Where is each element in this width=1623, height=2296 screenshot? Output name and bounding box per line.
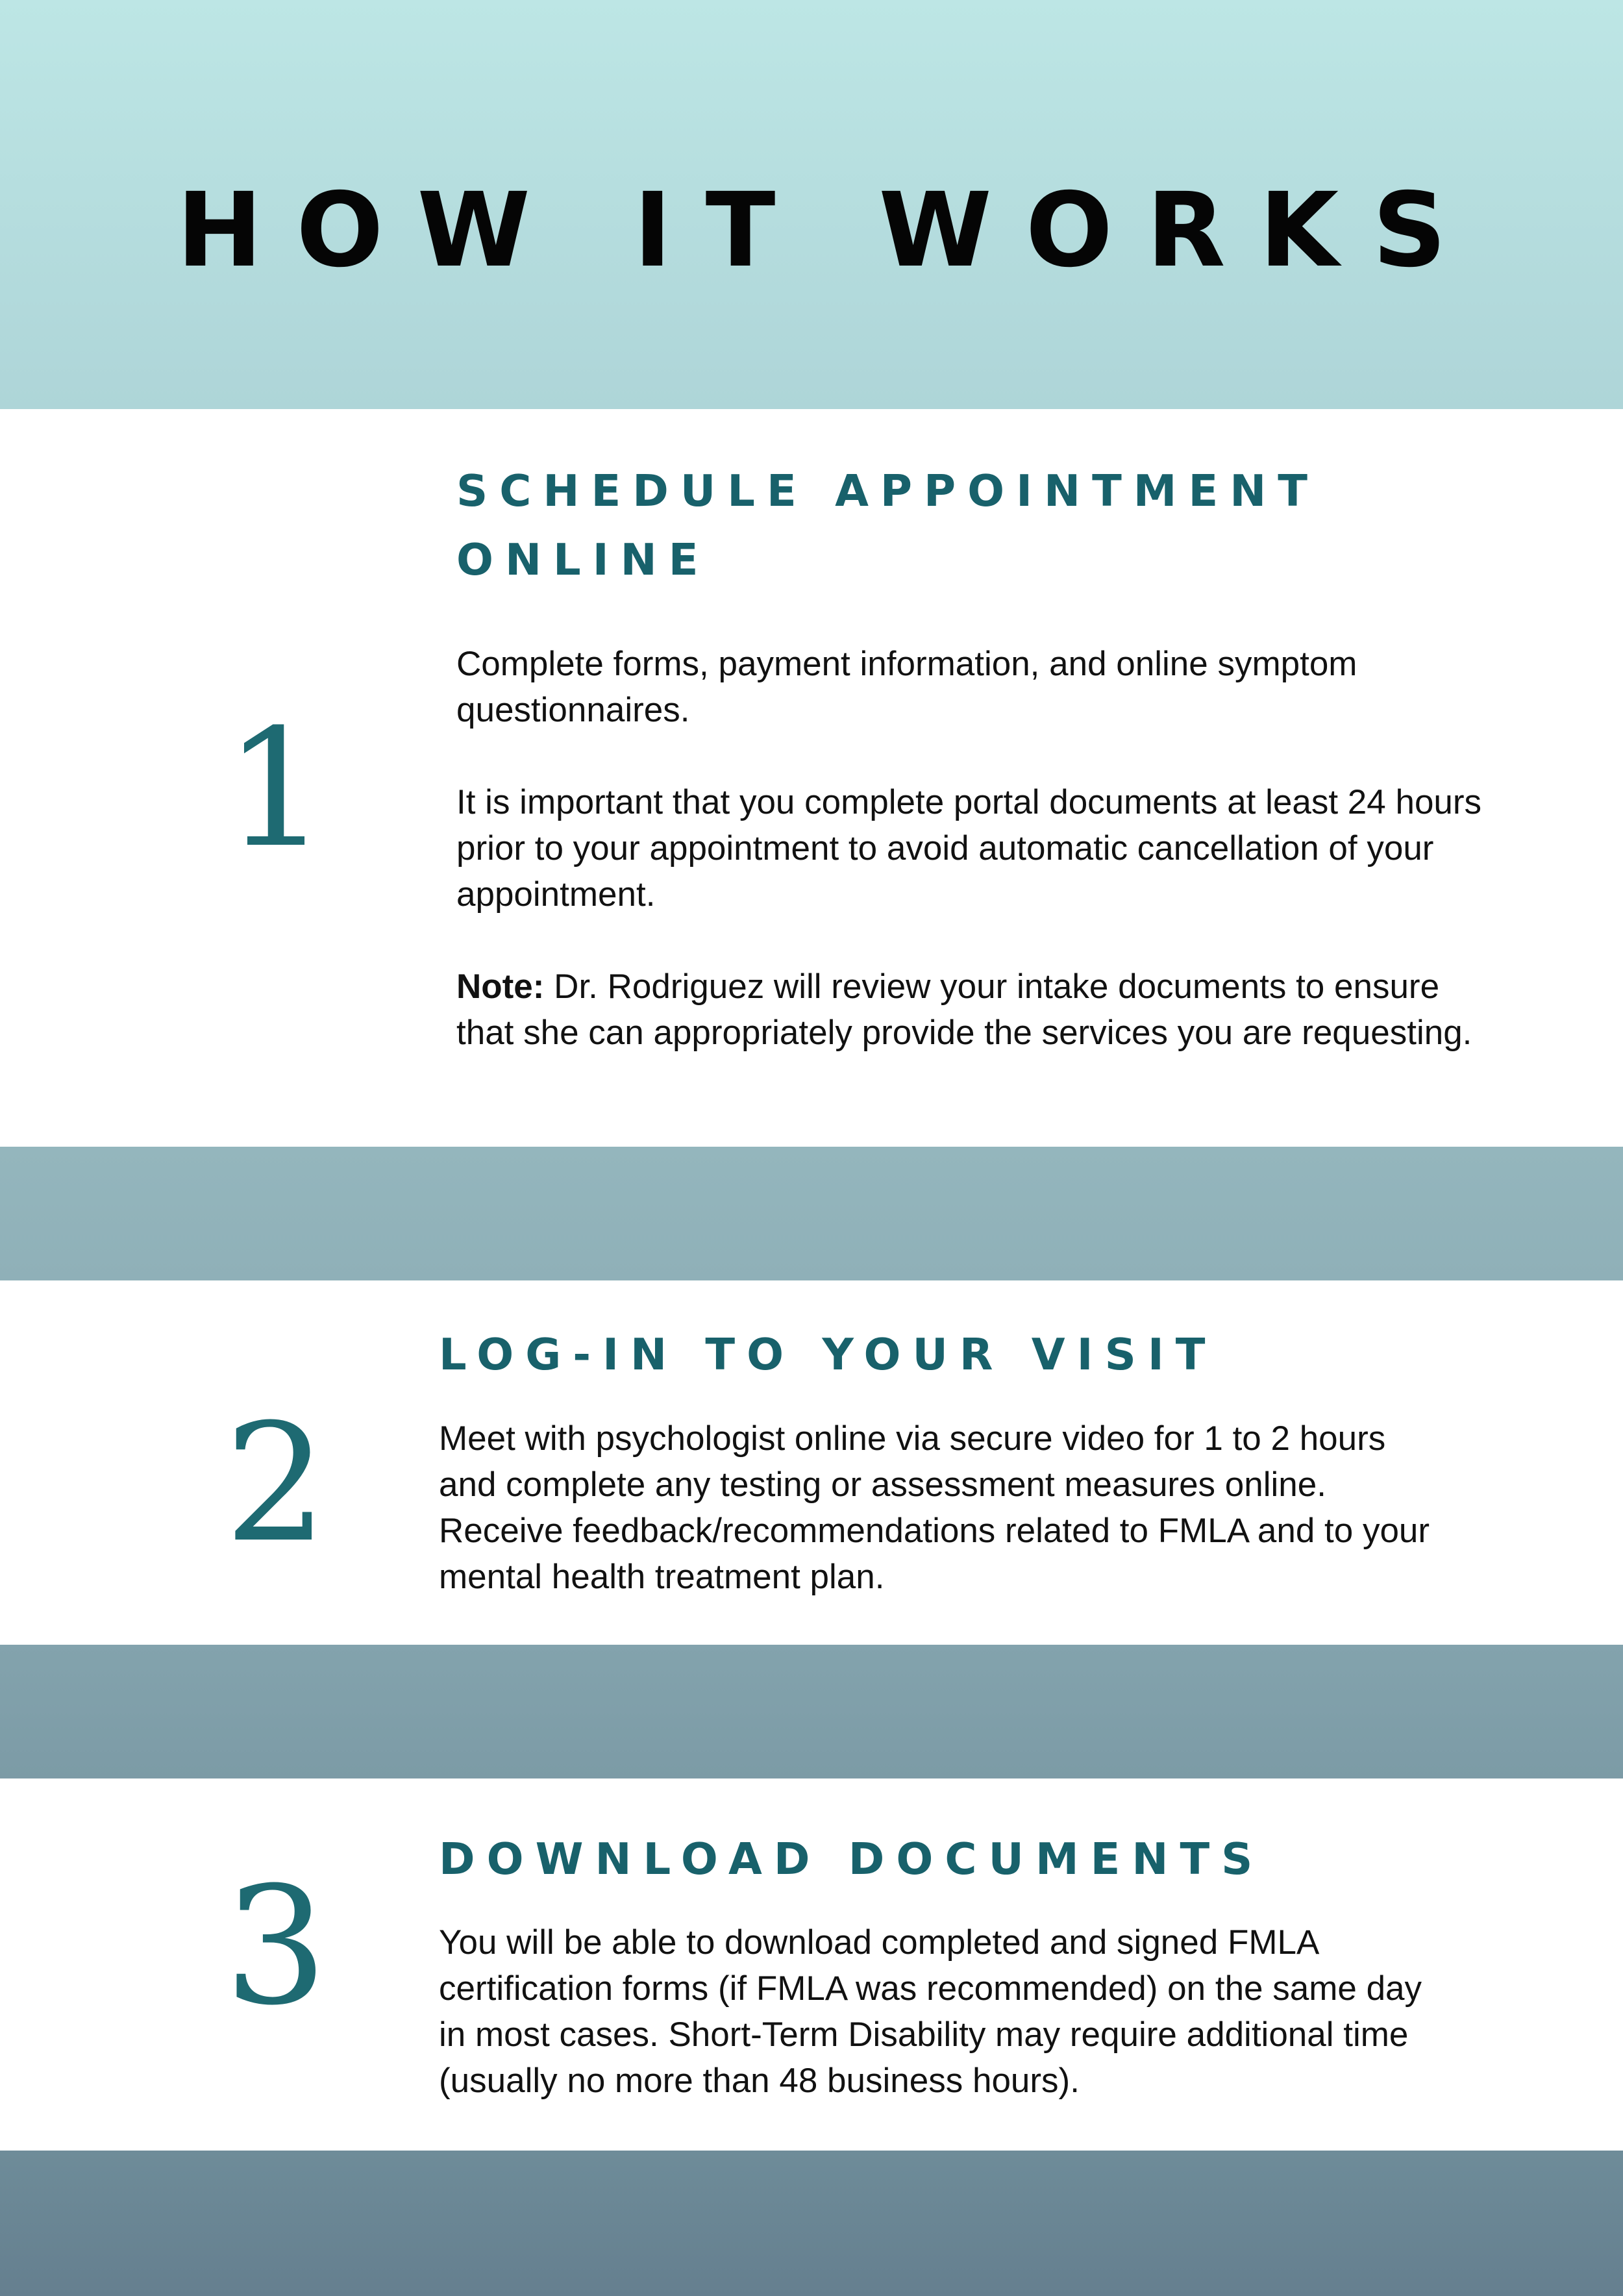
step-paragraph: Complete forms, payment information, and online symptom questionnaires. — [456, 645, 1357, 729]
step-paragraph: It is important that you complete portal documents at least 24 hours prior to your appointment to avoid automatic cancellation of your appointment. — [456, 783, 1482, 914]
divider-band — [0, 1147, 1623, 1280]
note-label: Note: — [456, 967, 545, 1006]
step-paragraph: Meet with psychologist online via secure video for 1 to 2 hours and complete any testing or assessment measures online. Receive feedback/recommendations related to FMLA and to your mental health treatment plan. — [439, 1419, 1430, 1596]
step-heading — [456, 456, 1319, 594]
step-body — [439, 1919, 1452, 2104]
step-heading: LOG-IN TO YOUR VISIT — [439, 1329, 1217, 1380]
step-number: 3 — [224, 1852, 328, 2041]
note-text: Dr. Rodriguez will review your intake documents to ensure that she can appropriately provide the services you are requesting. — [456, 967, 1472, 1052]
step-heading-line: SCHEDULE APPOINTMENT — [456, 466, 1320, 516]
step-body — [439, 1416, 1452, 1600]
step-number: 1 — [224, 694, 328, 883]
divider-band — [0, 2151, 1623, 2296]
step-body — [456, 641, 1482, 1056]
divider-band — [0, 1645, 1623, 1778]
step-number: 2 — [224, 1389, 328, 1578]
step-note — [456, 964, 1482, 1056]
step-heading-line: ONLINE — [456, 534, 710, 585]
step-heading: DOWNLOAD DOCUMENTS — [439, 1834, 1265, 1884]
step-paragraph: You will be able to download completed and signed FMLA certification forms (if FMLA was recommended) on the same day in most cases. Short-Term Disability may require additional time (usually no more than 48 business hours). — [439, 1923, 1422, 2100]
page-title: HOW IT WORKS — [177, 171, 1480, 290]
